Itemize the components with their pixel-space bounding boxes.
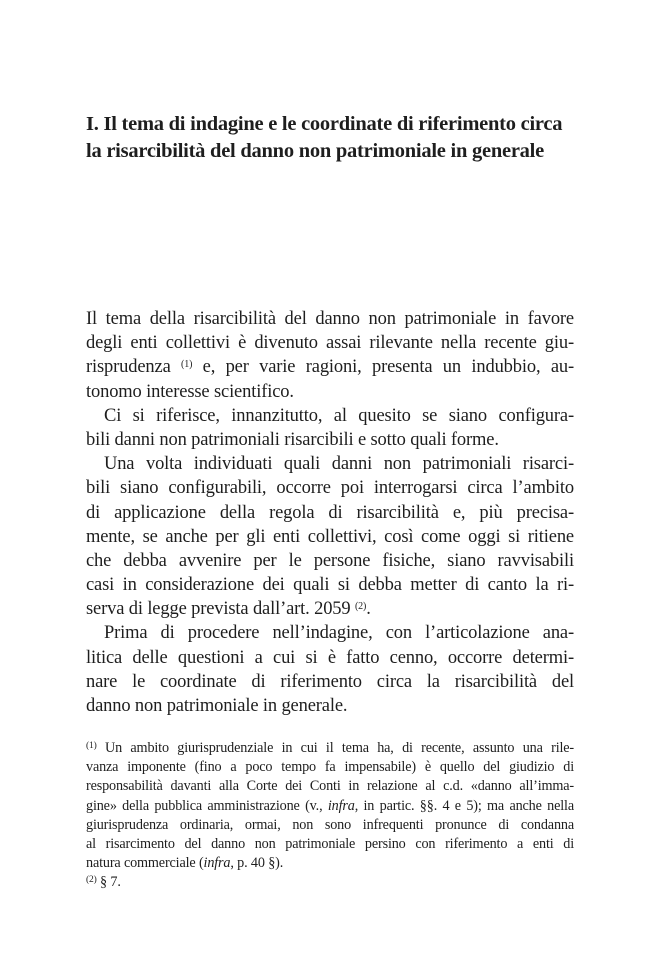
footnote-line: vanza imponente (fino a poco tempo fa impensabile) è quello del giudizio di <box>86 759 574 776</box>
footnotes <box>86 739 574 893</box>
text-line <box>86 355 574 379</box>
text-italic: infra <box>203 855 231 872</box>
text-line <box>86 597 574 621</box>
text-fragment: gine» della pubblica amministrazione (v., <box>86 797 328 814</box>
text-line: bili siano configurabili, occorre poi interrogarsi circa l’ambito <box>86 478 574 499</box>
heading-line: I. Il tema di indagine e le coordinate di riferimento circa <box>86 113 563 135</box>
text-line: nare le coordinate di riferimento circa la risarcibilità del <box>86 671 574 692</box>
page <box>86 0 574 974</box>
footnote-line <box>86 873 574 892</box>
text-line: Il tema della risarcibilità del danno non patrimoniale in favore <box>86 309 574 329</box>
text-fragment: , in partic. §§. 4 e 5); ma anche nella <box>354 797 574 814</box>
footnote-line <box>86 739 574 758</box>
footnote-line: al risarcimento del danno non patrimoniale persino con riferimento a enti di <box>86 835 574 852</box>
footnote-ref-2[interactable]: (2) <box>355 601 367 613</box>
text-fragment: natura commerciale ( <box>86 855 204 872</box>
text-line: di applicazione della regola di risarcibilità e, più precisa- <box>86 502 574 523</box>
text-line: casi in considerazione dei quali si debba metter di canto la ri- <box>86 575 574 596</box>
text-line: Ci si riferisce, innanzitutto, al quesito se siano configura- <box>104 405 574 426</box>
footnote-line <box>86 854 574 873</box>
body-text <box>86 307 574 718</box>
text-line: mente, se anche per gli enti collettivi, così come oggi si ritiene <box>86 526 574 547</box>
footnote-line <box>86 797 574 816</box>
footnote-line: giurisprudenza ordinaria, ormai, non sono infrequenti pronunce di condanna <box>86 816 574 833</box>
section-heading <box>86 111 586 165</box>
text-fragment: , p. 40 §). <box>230 855 284 872</box>
text-fragment: serva di legge prevista dall’art. 2059 <box>86 599 351 620</box>
text-line: Una volta individuati quali danni non patrimoniali risarci- <box>104 454 574 475</box>
text-line: Prima di procedere nell’indagine, con l’articolazione ana- <box>104 623 574 644</box>
text-line: tonomo interesse scientifico. <box>86 381 294 402</box>
text-line: degli enti collettivi è divenuto assai rilevante nella recente giu- <box>86 333 574 354</box>
text-italic: infra <box>327 797 355 814</box>
footnote-ref-1[interactable]: (1) <box>181 359 193 371</box>
text-fragment: . <box>366 599 371 620</box>
heading-line: la risarcibilità del danno non patrimoniale in generale <box>86 140 544 162</box>
text-line: che debba avvenire per le persone fisiche, siano ravvisabili <box>86 550 574 571</box>
text-fragment: § 7. <box>96 874 121 891</box>
text-line: danno non patrimoniale in generale. <box>86 696 348 716</box>
text-fragment: Un ambito giurisprudenziale in cui il tema ha, di recente, assunto una rile- <box>96 740 574 756</box>
footnote-line: responsabilità davanti alla Corte dei Conti in relazione al c.d. «danno all’imma- <box>86 778 574 795</box>
text-line: litica delle questioni a cui si è fatto cenno, occorre determi- <box>86 647 574 668</box>
footnote-marker-1: (1) <box>86 741 97 751</box>
footnote-marker-2: (2) <box>86 875 97 886</box>
text-fragment: risprudenza <box>86 357 171 378</box>
text-fragment: e, per varie ragioni, presenta un indubbio, au- <box>192 357 574 378</box>
text-line: bili danni non patrimoniali risarcibili e sotto quali forme. <box>86 429 499 450</box>
